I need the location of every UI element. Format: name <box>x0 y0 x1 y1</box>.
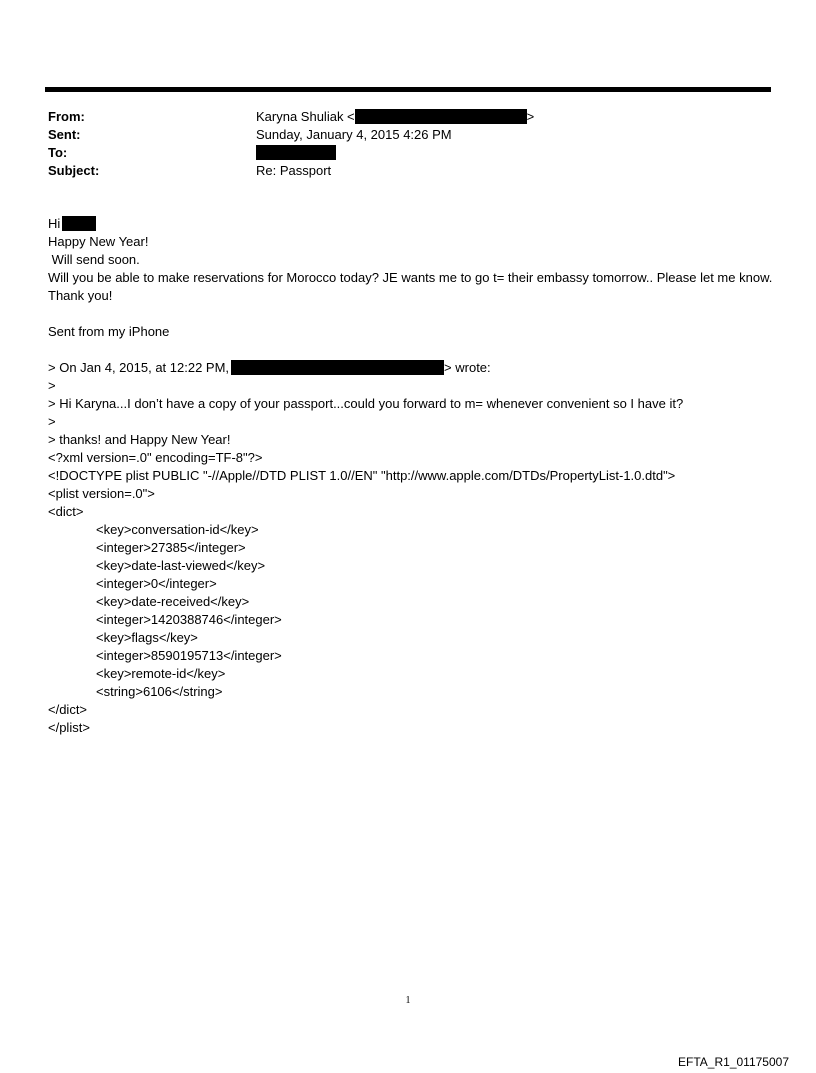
quote-line: > <box>48 378 56 393</box>
xml-line: <!DOCTYPE plist PUBLIC "-//Apple//DTD PLIST 1.0//EN" "http://www.apple.com/DTDs/PropertyList-1.0.dtd"> <box>48 468 676 483</box>
xml-entry: <string>6106</string> <box>96 684 223 699</box>
to-row <box>48 144 748 162</box>
xml-entry: <integer>8590195713</integer> <box>96 648 282 663</box>
xml-line: <?xml version=.0" encoding=TF-8"?> <box>48 450 263 465</box>
body-line: Happy New Year! <box>48 234 149 249</box>
xml-line: </dict> <box>48 702 88 717</box>
xml-line: <dict> <box>48 504 84 519</box>
quote-line: > <box>48 414 56 429</box>
from-close: > <box>526 109 535 124</box>
from-value <box>256 108 534 126</box>
sent-row <box>48 126 748 144</box>
quote-header-line <box>48 359 778 377</box>
xml-line: </plist> <box>48 720 90 735</box>
body-line: Thank you! <box>48 288 113 303</box>
from-name: Karyna Shuliak < <box>256 109 355 124</box>
body-line <box>48 305 778 323</box>
header-rule <box>45 87 771 92</box>
body-line: Will you be able to make reservations for Morocco today? JE wants me to go t= their embassy tomorrow.. Please let me know. <box>48 270 773 285</box>
from-label: From: <box>48 109 85 124</box>
subject-value: Re: Passport <box>256 163 332 178</box>
greeting-line <box>48 215 778 233</box>
xml-entry: <key>remote-id</key> <box>96 666 226 681</box>
xml-line: <plist version=.0"> <box>48 486 155 501</box>
redaction-bar <box>231 360 444 375</box>
to-value <box>256 144 336 162</box>
redaction-bar <box>355 109 527 124</box>
body-line <box>48 341 778 359</box>
subject-label: Subject: <box>48 163 100 178</box>
quote-prefix: > On Jan 4, 2015, at 12:22 PM, <box>48 360 230 375</box>
page-number: 1 <box>405 995 411 1006</box>
message-body <box>48 215 778 737</box>
quote-line: > thanks! and Happy New Year! <box>48 432 231 447</box>
xml-entry: <key>conversation-id</key> <box>96 522 259 537</box>
document-id: EFTA_R1_01175007 <box>678 1055 789 1069</box>
from-row <box>48 108 748 126</box>
xml-entry: <integer>0</integer> <box>96 576 217 591</box>
xml-entry: <key>date-received</key> <box>96 594 250 609</box>
quote-suffix: > wrote: <box>444 360 491 375</box>
body-line: Sent from my iPhone <box>48 324 170 339</box>
subject-row <box>48 162 748 180</box>
sent-value: Sunday, January 4, 2015 4:26 PM <box>256 127 452 142</box>
to-label: To: <box>48 145 68 160</box>
xml-entry: <integer>1420388746</integer> <box>96 612 282 627</box>
greeting: Hi <box>48 216 61 231</box>
sent-label: Sent: <box>48 127 81 142</box>
xml-entry: <key>flags</key> <box>96 630 198 645</box>
redaction-bar <box>62 216 96 231</box>
body-line: Will send soon. <box>48 252 140 267</box>
redaction-bar <box>256 145 336 160</box>
xml-entry: <integer>27385</integer> <box>96 540 246 555</box>
quote-line: > Hi Karyna...I don’t have a copy of your passport...could you forward to m= whenever convenient so I have it? <box>48 396 684 411</box>
xml-entry: <key>date-last-viewed</key> <box>96 558 266 573</box>
